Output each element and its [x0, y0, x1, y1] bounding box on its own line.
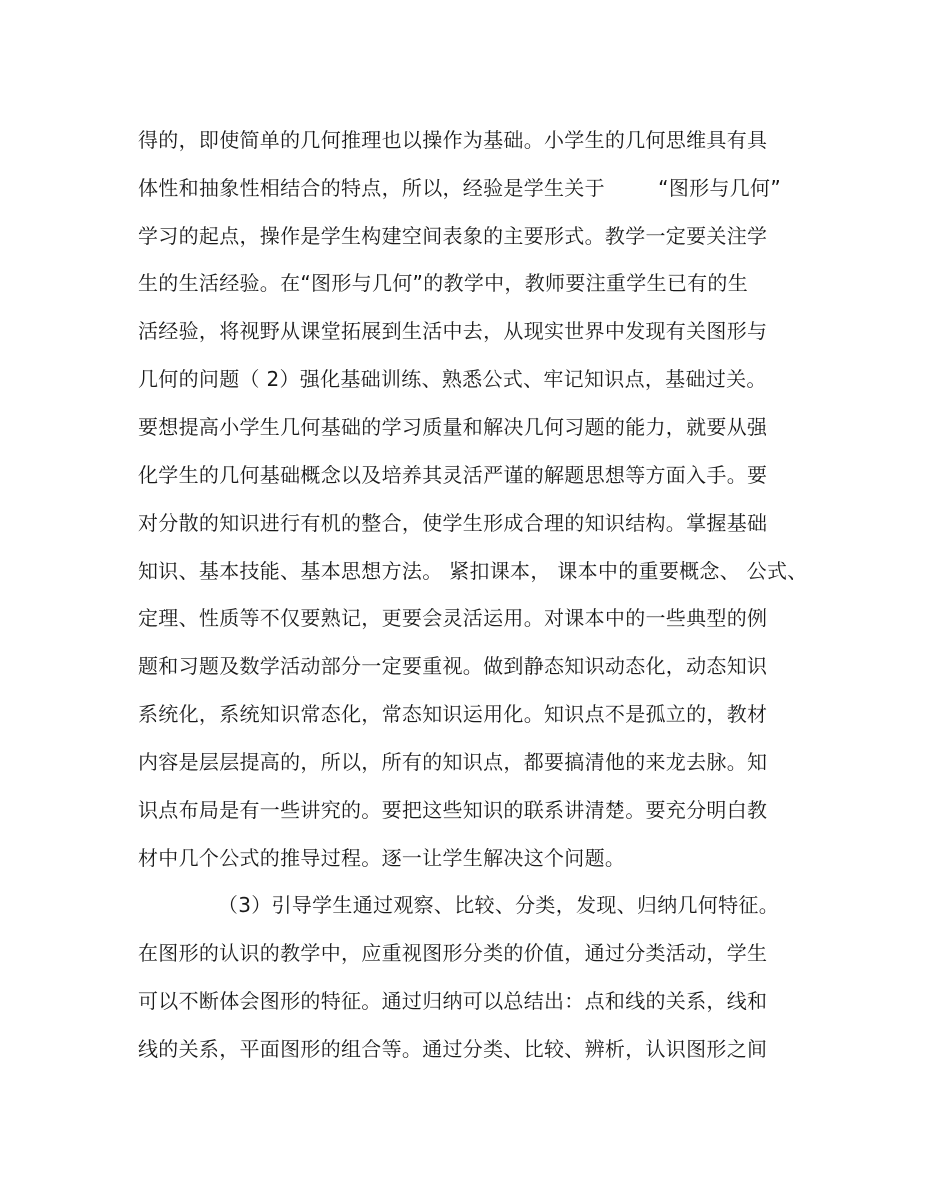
text-line: 可以不断体会图形的特征。通过归纳可以总结出：点和线的关系，线和: [138, 989, 768, 1013]
text-line: 材中几个公式的推导过程。逐一让学生解决这个问题。: [138, 846, 626, 870]
text-line: 内容是层层提高的，所以，所有的知识点，都要搞清他的来龙去脉。知: [138, 750, 768, 774]
text-line: 在图形的认识的教学中，应重视图形分类的价值，通过分类活动，学生: [138, 941, 768, 965]
text-line: 几何的问题（ 2）强化基础训练、熟悉公式、牢记知识点，基础过关。: [138, 367, 767, 391]
text-line: 生的生活经验。在“图形与几何”的教学中，教师要注重学生已有的生: [138, 271, 749, 295]
text-line: 识点布局是有一些讲究的。要把这些知识的联系讲清楚。要充分明白教: [138, 798, 768, 822]
text-line: 对分散的知识进行有机的整合，使学生形成合理的知识结构。掌握基础: [138, 511, 768, 535]
text-line: 得的，即使简单的几何推理也以操作为基础。小学生的几何思维具有具: [138, 128, 768, 152]
text-line: 体性和抽象性相结合的特点，所以，经验是学生关于 “图形与几何”: [138, 176, 781, 200]
text-line: 定理、性质等不仅要熟记，更要会灵活运用。对课本中的一些典型的例: [138, 606, 768, 630]
text-line: 学习的起点，操作是学生构建空间表象的主要形式。教学一定要关注学: [138, 224, 768, 248]
text-line: 知识、基本技能、基本思想方法。 紧扣课本， 课本中的重要概念、 公式、: [138, 559, 808, 583]
text-line: （3）引导学生通过观察、比较、分类，发现、归纳几何特征。: [138, 893, 780, 917]
text-line: 活经验，将视野从课堂拓展到生活中去，从现实世界中发现有关图形与: [138, 319, 768, 343]
text-line: 题和习题及数学活动部分一定要重视。做到静态知识动态化，动态知识: [138, 654, 768, 678]
text-line: 化学生的几何基础概念以及培养其灵活严谨的解题思想等方面入手。要: [138, 463, 768, 487]
text-line: 要想提高小学生几何基础的学习质量和解决几何习题的能力，就要从强: [138, 415, 768, 439]
text-line: 系统化，系统知识常态化，常态知识运用化。知识点不是孤立的，教材: [138, 702, 768, 726]
text-line: 线的关系，平面图形的组合等。通过分类、比较、辨析，认识图形之间: [138, 1037, 768, 1061]
